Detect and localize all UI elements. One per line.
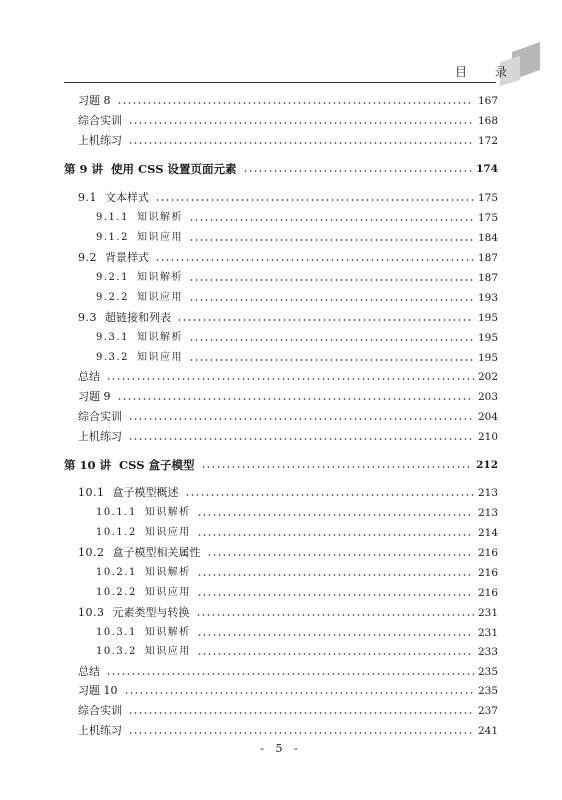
toc-page-number: 187 [477,272,498,284]
leader-dots [155,258,474,262]
leader-dots [189,218,474,222]
toc-title: 综合实训 [78,114,122,127]
toc-section [78,406,498,424]
toc-page-number: 174 [476,163,498,175]
toc-page-number: 231 [477,607,498,619]
toc-title: 盒子模型概述 [112,486,179,499]
toc-page-number: 231 [477,627,498,639]
toc-title: 知识应用 [144,527,191,538]
toc-page-number: 202 [477,371,498,383]
toc-page-number: 233 [477,646,498,658]
toc-title: 知识应用 [136,352,183,363]
toc-number: 10.3.1 [96,627,137,638]
toc-section [78,602,498,620]
toc-chapter [64,454,498,472]
leader-dots [197,593,474,597]
leader-dots [128,417,474,421]
toc-section [78,700,498,718]
leader-dots [207,553,474,557]
leader-dots [128,437,474,441]
leader-dots [197,533,474,537]
toc-number: 10.2.2 [96,587,137,598]
toc-number: 9.2 [78,251,97,264]
toc-title: 知识解析 [136,272,183,283]
toc-title: 背景样式 [105,251,149,264]
toc-number: 第 10 讲 [64,458,112,472]
leader-dots [189,358,474,362]
toc-section [78,187,498,205]
toc-title: 总结 [78,665,100,678]
toc-page-number: 210 [477,431,498,443]
running-title: 目 录 [455,65,519,79]
toc-section [78,542,498,560]
toc-section [78,680,498,698]
page-number: - 5 - [260,742,302,755]
toc-page-number: 241 [477,725,498,737]
toc-subsection [96,522,498,540]
toc-number: 9.1.1 [96,212,129,223]
leader-dots [189,278,474,282]
leader-dots [117,101,474,105]
leader-dots [106,672,474,676]
toc-page-number: 216 [477,567,498,579]
toc-section [78,90,498,108]
toc-subsection [96,562,498,580]
toc-section [78,426,498,444]
toc-number: 10.3.2 [96,646,137,657]
toc-number: 9.3.2 [96,352,129,363]
leader-dots [124,691,474,695]
leader-dots [155,198,474,202]
toc-subsection [96,327,498,345]
leader-dots [197,633,474,637]
toc-title: 知识解析 [136,332,183,343]
toc-page-number: 235 [477,685,498,697]
toc-page-number: 195 [477,312,498,324]
toc-page-number: 216 [477,587,498,599]
toc-number: 9.2.1 [96,272,129,283]
toc-page-number: 172 [477,135,498,147]
toc-section [78,386,498,404]
toc-number: 9.2.2 [96,292,129,303]
leader-dots [128,711,474,715]
toc-number: 9.3.1 [96,332,129,343]
toc-page-number: 204 [477,411,498,423]
toc-number: 第 9 讲 [64,162,104,176]
toc-title: 知识应用 [144,646,191,657]
toc-page-number: 184 [477,232,498,244]
toc-page-number: 195 [477,332,498,344]
toc-section [78,661,498,679]
toc-page-number: 212 [476,459,498,471]
toc-page-number: 193 [477,292,498,304]
leader-dots [189,338,474,342]
toc-page-number: 167 [477,95,498,107]
toc-section [78,307,498,325]
toc-page-number: 187 [477,252,498,264]
toc-title: 元素类型与转换 [112,606,190,619]
leader-dots [197,513,474,517]
toc-title: CSS 盒子模型 [119,458,195,472]
toc-title: 知识解析 [136,212,183,223]
toc-number: 10.2.1 [96,567,137,578]
leader-dots [189,298,474,302]
toc-page-number: 213 [477,507,498,519]
toc-section [78,482,498,500]
toc-title: 超链接和列表 [105,311,171,324]
toc-subsection [96,207,498,225]
toc-page-number: 168 [477,115,498,127]
toc-section [78,720,498,738]
leader-dots [197,573,474,577]
toc-section [78,130,498,148]
toc-section [78,247,498,265]
toc-title: 上机练习 [78,134,122,147]
toc-title: 文本样式 [105,191,149,204]
toc-page-number: 195 [477,352,498,364]
toc-number: 9.1 [78,191,97,204]
leader-dots [177,318,474,322]
toc-title: 习题 8 [78,94,111,107]
toc-number: 10.1 [78,486,105,499]
toc-page-number: 237 [477,705,498,717]
toc-page-number: 216 [477,547,498,559]
toc-number: 10.2 [78,546,105,559]
toc-chapter [64,158,498,176]
toc-title: 知识解析 [144,567,191,578]
toc-subsection [96,502,498,520]
toc-page-number: 203 [477,391,498,403]
toc-title: 使用 CSS 设置页面元素 [111,162,237,176]
toc-page-number: 175 [477,192,498,204]
toc-title: 盒子模型相关属性 [112,546,201,559]
leader-dots [117,397,474,401]
toc-page-number: 235 [477,666,498,678]
toc-title: 综合实训 [78,410,122,423]
leader-dots [201,465,473,469]
toc-number: 9.3 [78,311,97,324]
toc-subsection [96,287,498,305]
leader-dots [128,121,474,125]
toc-title: 上机练习 [78,430,122,443]
toc-number: 10.1.1 [96,507,137,518]
leader-dots [189,238,474,242]
toc-subsection [96,267,498,285]
toc-title: 总结 [78,370,100,383]
leader-dots [128,731,474,735]
toc-subsection [96,622,498,640]
toc-subsection [96,582,498,600]
toc-title: 知识应用 [136,292,183,303]
toc-section [78,110,498,128]
toc-number: 9.1.2 [96,232,129,243]
toc-page-number: 175 [477,212,498,224]
leader-dots [128,141,474,145]
leader-dots [243,169,473,173]
leader-dots [197,652,474,656]
toc-page-number: 214 [477,527,498,539]
leader-dots [196,613,474,617]
toc-page-number: 213 [477,487,498,499]
toc-title: 知识应用 [136,232,183,243]
leader-dots [185,493,474,497]
toc-title: 习题 9 [78,390,111,403]
toc-title: 综合实训 [78,704,122,717]
toc-title: 知识解析 [144,627,191,638]
toc-number: 10.1.2 [96,527,137,538]
toc-title: 习题 10 [78,684,118,697]
toc-title: 知识应用 [144,587,191,598]
toc-subsection [96,347,498,365]
toc-subsection [96,641,498,659]
toc-title: 知识解析 [144,507,191,518]
toc-subsection [96,227,498,245]
toc-number: 10.3 [78,606,105,619]
leader-dots [106,377,474,381]
toc-section [78,366,498,384]
toc-title: 上机练习 [78,724,122,737]
